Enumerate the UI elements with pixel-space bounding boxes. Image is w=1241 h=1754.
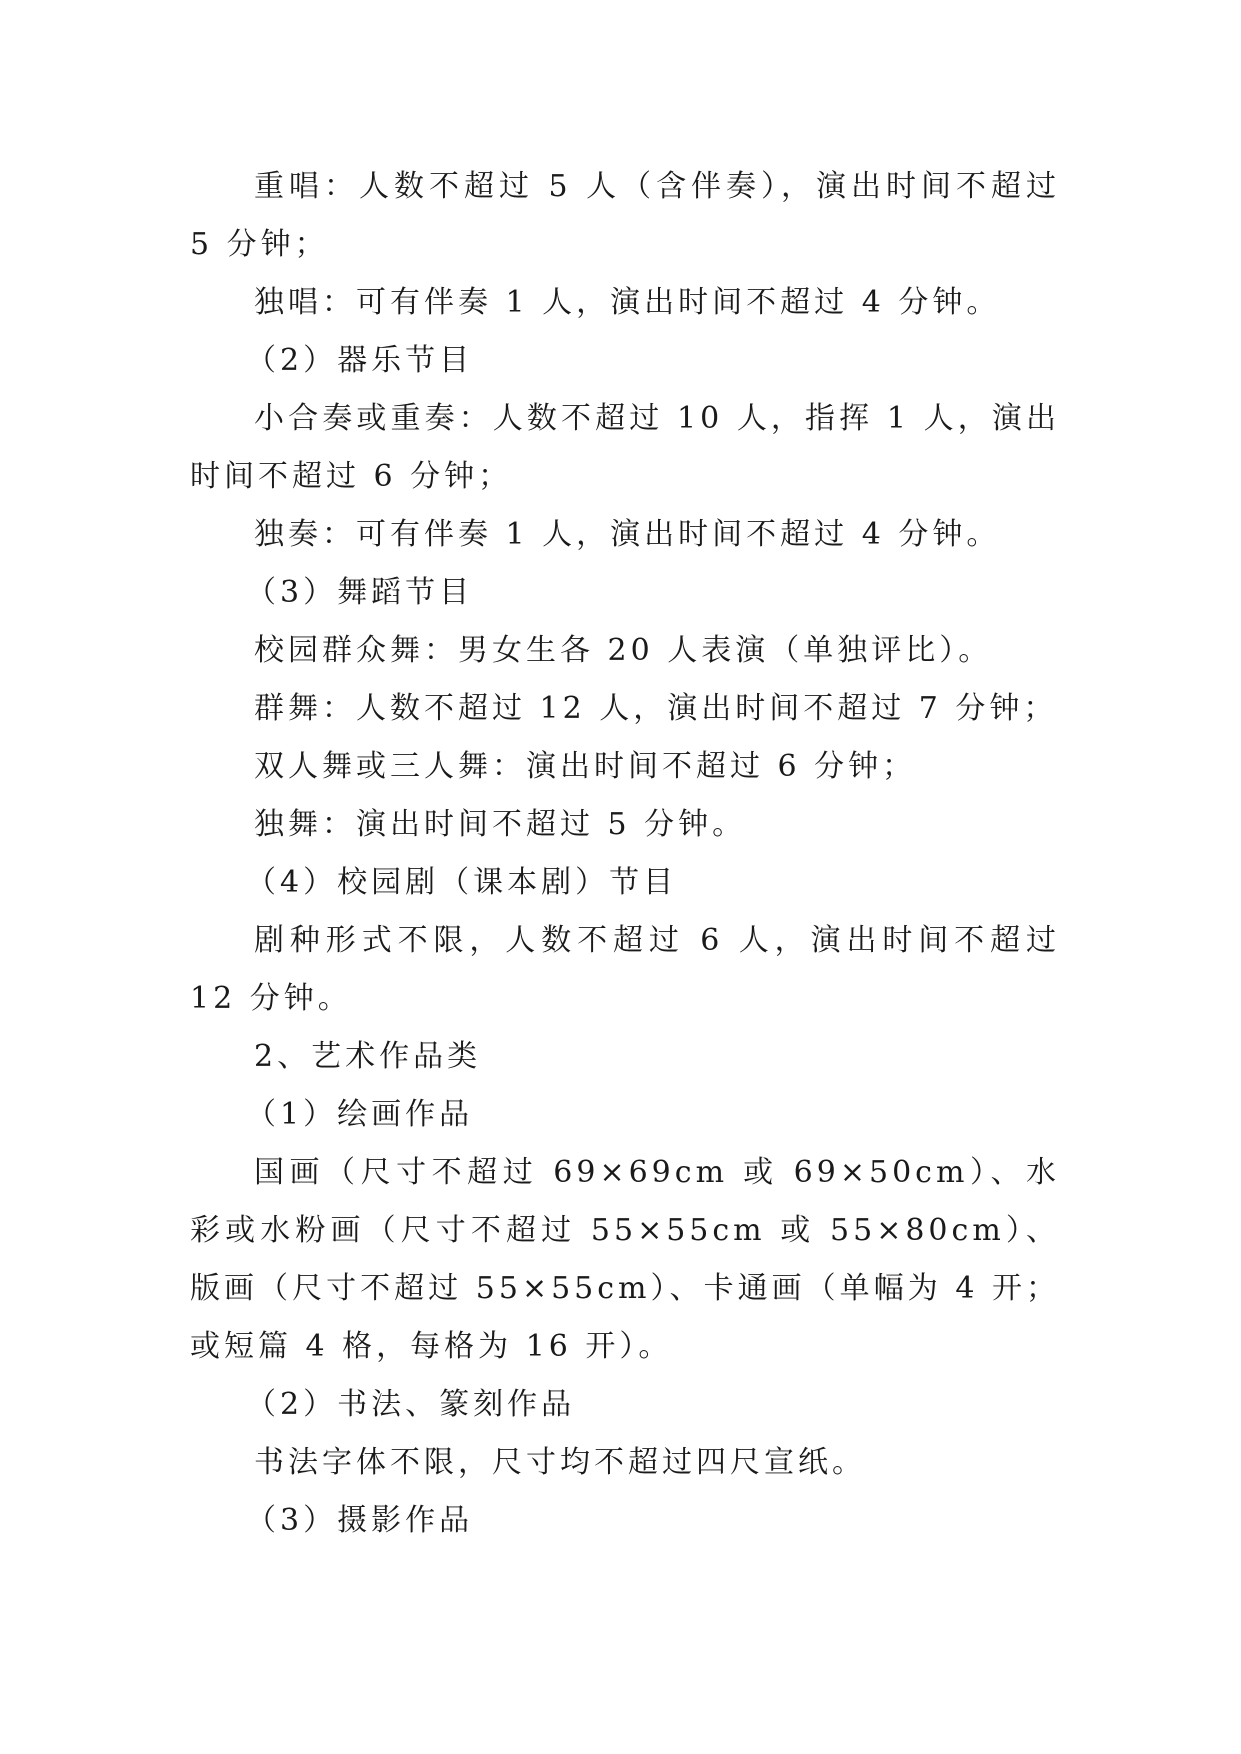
paragraph-instrument-solo: 独奏：可有伴奏 1 人，演出时间不超过 4 分钟。 [254,517,1001,552]
paragraph-drama-rules: 剧种形式不限，人数不超过 6 人，演出时间不超过 12 分钟。 [190,923,1060,1016]
document-body [190,158,1060,1550]
heading-art-works: 2、艺术作品类 [254,1039,482,1074]
paragraph-solo-singing: 独唱：可有伴奏 1 人，演出时间不超过 4 分钟。 [254,285,1001,320]
paragraph-painting-sizes: 国画（尺寸不超过 69×69cm 或 69×50cm）、水彩或水粉画（尺寸不超过 55×55cm 或 55×80cm）、版画（尺寸不超过 55×55cm）、卡通画（单幅为 4 开；或短篇 4 格，每格为 16 开）。 [190,1155,1060,1364]
heading-dance: （3）舞蹈节目 [246,575,474,610]
paragraph-calligraphy-rules: 书法字体不限，尺寸均不超过四尺宣纸。 [254,1445,866,1480]
paragraph-chorus-small: 重唱：人数不超过 5 人（含伴奏），演出时间不超过 5 分钟； [190,169,1060,262]
paragraph-duet-trio-dance: 双人舞或三人舞：演出时间不超过 6 分钟； [254,749,917,784]
paragraph-solo-dance: 独舞：演出时间不超过 5 分钟。 [254,807,747,842]
paragraph-campus-dance: 校园群众舞：男女生各 20 人表演（单独评比）。 [254,633,993,668]
heading-calligraphy: （2）书法、篆刻作品 [246,1387,576,1422]
paragraph-ensemble: 小合奏或重奏：人数不超过 10 人，指挥 1 人，演出时间不超过 6 分钟； [190,401,1060,494]
heading-instrumental: （2）器乐节目 [246,343,474,378]
paragraph-group-dance: 群舞：人数不超过 12 人，演出时间不超过 7 分钟； [254,691,1058,726]
heading-campus-drama: （4）校园剧（课本剧）节目 [246,865,678,900]
heading-photography: （3）摄影作品 [246,1503,474,1538]
heading-painting: （1）绘画作品 [246,1097,474,1132]
